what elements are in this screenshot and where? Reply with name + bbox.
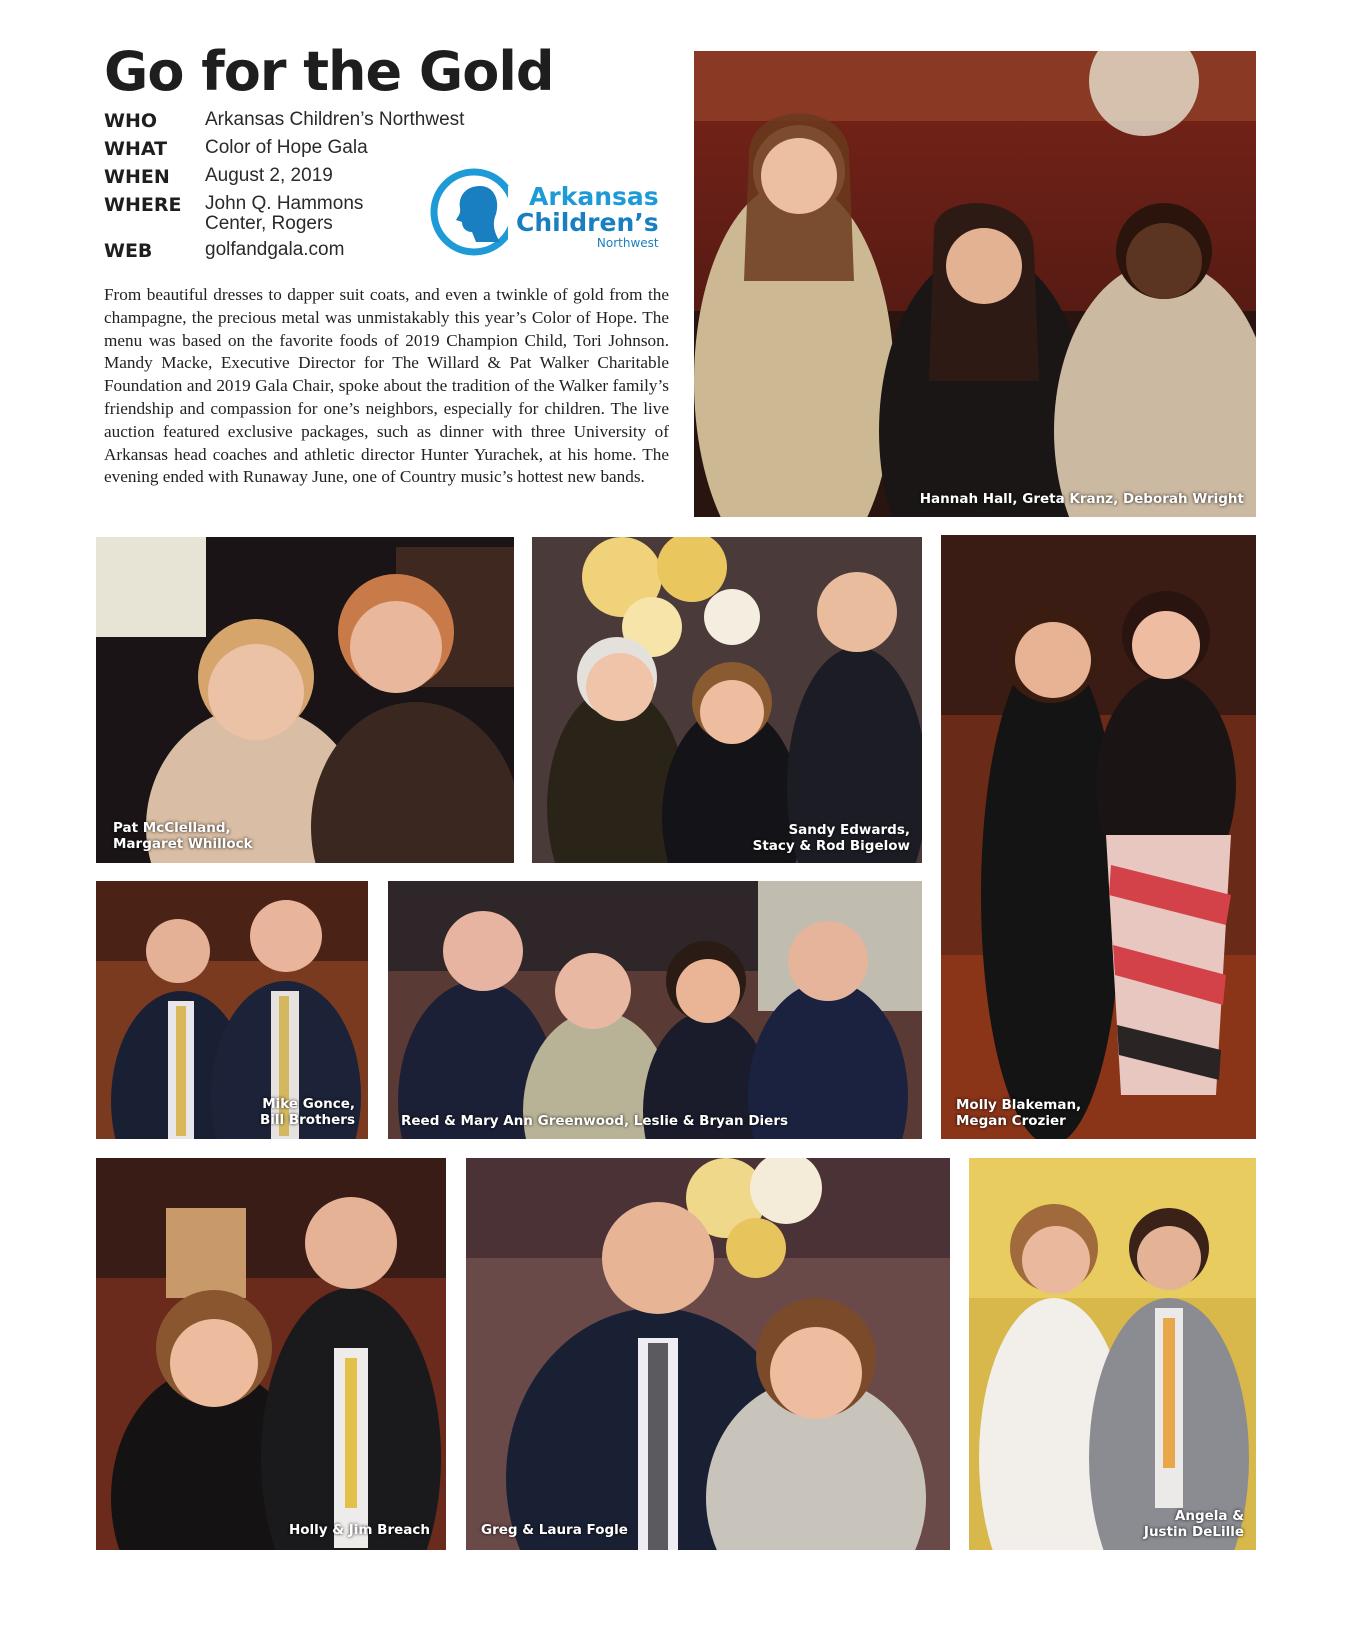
photo-image: [532, 537, 922, 863]
photo-caption: Holly & Jim Breach: [288, 1522, 430, 1538]
fact-key: WEB: [104, 240, 153, 262]
caption-line: Justin DeLille: [1143, 1524, 1244, 1540]
fact-where: [104, 194, 444, 234]
fact-value: Color of Hope Gala: [205, 137, 368, 158]
logo-line-1: Arkansas: [529, 182, 659, 211]
logo-text: [516, 184, 659, 250]
photo-greenwood-diers: [388, 881, 922, 1139]
caption-line: Bill Brothers: [259, 1112, 355, 1128]
fact-key: WHERE: [104, 194, 182, 216]
photo-image: [969, 1158, 1256, 1550]
article-title: Go for the Gold: [104, 40, 554, 103]
caption-line: Margaret Whillock: [113, 836, 253, 852]
event-facts: [104, 109, 465, 268]
caption-line: Pat McClelland,: [113, 820, 231, 836]
article-body: From beautiful dresses to dapper suit coats, and even a twinkle of gold from the champagne, the precious metal was unmistakably this year’s Color of Hope. The menu was based on the favorite foods of 2019 Champion Child, Tori Johnson. Mandy Macke, Executive Director for The Willard & Pat Walker Charitable Foundation and 2019 Gala Chair, spoke about the tradition of the Walker family’s friendship and compassion for one’s neighbors, especially for children. The live auction featured exclusive packages, such as dinner with three University of Arkansas head coaches and athletic director Hunter Yurachek, at his home. The evening ended with Runaway June, one of Country music’s hottest new bands.: [104, 285, 669, 487]
logo-line-3: Northwest: [596, 236, 659, 250]
caption-line: Angela &: [1174, 1508, 1244, 1524]
fact-who: [104, 109, 465, 132]
photo-delille: [969, 1158, 1256, 1550]
fact-value: John Q. Hammons Center, Rogers: [205, 193, 364, 234]
caption-line: Stacy & Rod Bigelow: [752, 838, 910, 854]
photo-image: [96, 537, 514, 863]
photo-caption: [260, 1096, 355, 1128]
photo-image: [941, 535, 1256, 1139]
photo-caption: [1144, 1508, 1244, 1540]
caption-line: Mike Gonce,: [262, 1096, 355, 1112]
photo-caption: [113, 820, 253, 852]
fact-what: [104, 138, 444, 160]
child-silhouette-icon: [430, 166, 520, 258]
fact-when: [104, 166, 444, 188]
caption-line: Megan Crozier: [956, 1113, 1066, 1129]
photo-mcclelland-whillock: [96, 537, 514, 863]
fact-value: Arkansas Children’s Northwest: [205, 109, 465, 130]
fact-value: golfandgala.com: [205, 239, 345, 260]
logo-line-2: Children’s: [516, 208, 659, 237]
photo-image: [96, 1158, 446, 1550]
photo-breach: [96, 1158, 446, 1550]
fact-value: August 2, 2019: [205, 165, 333, 186]
photo-blakeman-crozier: [941, 535, 1256, 1139]
fact-web: [104, 240, 444, 262]
photo-edwards-bigelow: [532, 537, 922, 863]
photo-caption: Reed & Mary Ann Greenwood, Leslie & Bryan Diers: [401, 1113, 789, 1129]
photo-fogle: [466, 1158, 950, 1550]
photo-image: [466, 1158, 950, 1550]
caption-line: Molly Blakeman,: [956, 1097, 1082, 1113]
caption-line: Sandy Edwards,: [788, 822, 910, 838]
photo-caption: [753, 822, 910, 854]
photo-caption: [956, 1097, 1081, 1129]
photo-image: [388, 881, 922, 1139]
photo-caption: Greg & Laura Fogle: [481, 1522, 628, 1538]
photo-gonce-brothers: [96, 881, 368, 1139]
arkansas-childrens-logo: [430, 166, 659, 258]
fact-key: WHEN: [104, 166, 170, 188]
photo-caption: Hannah Hall, Greta Kranz, Deborah Wright: [919, 491, 1244, 507]
fact-key: WHO: [104, 110, 158, 132]
fact-key: WHAT: [104, 138, 168, 160]
photo-image: [694, 51, 1256, 517]
photo-hall-kranz-wright: [694, 51, 1256, 517]
